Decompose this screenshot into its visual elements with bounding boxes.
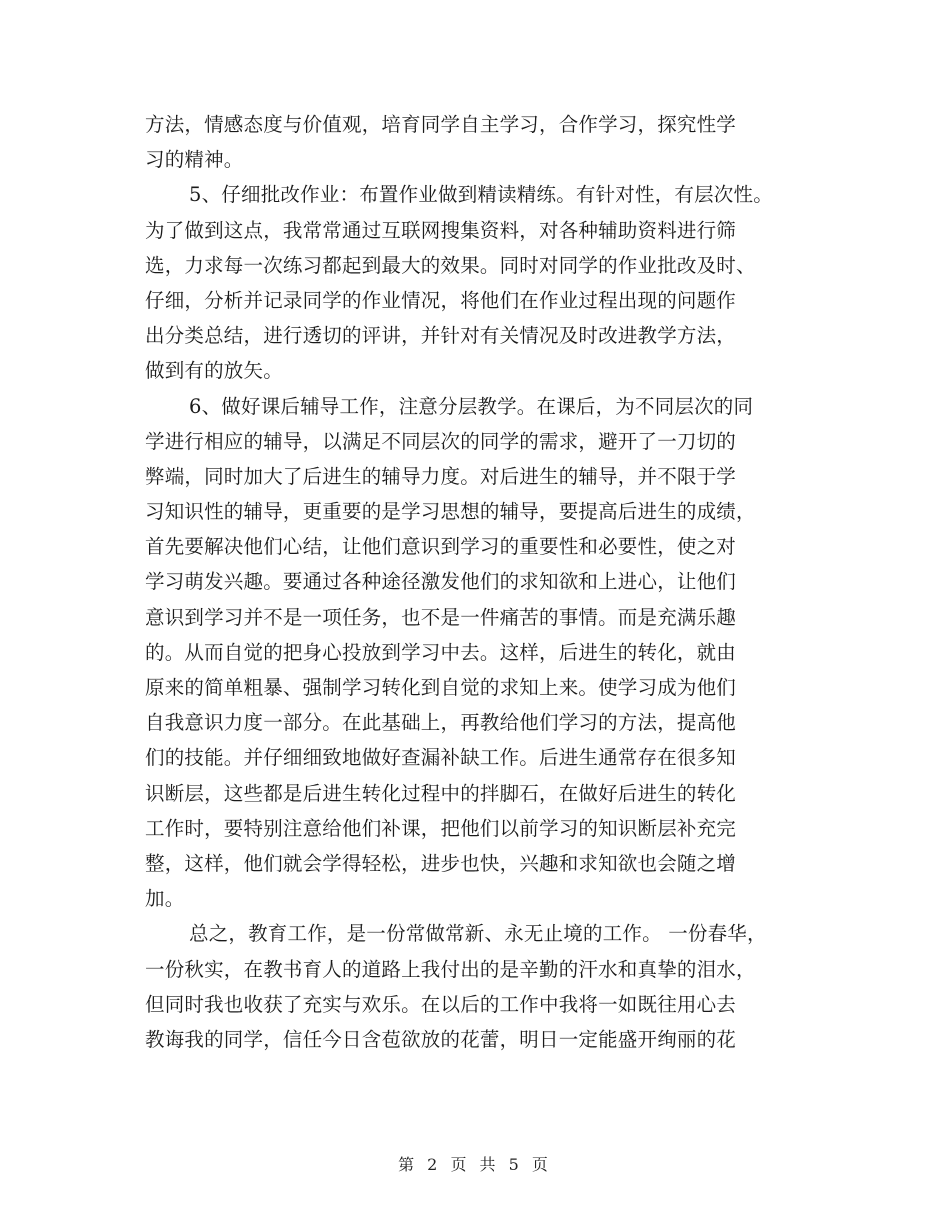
text-line: 弊端，同时加大了后进生的辅导力度。对后进生的辅导，并不限于学 [145,464,737,488]
text-line: 但同时我也收获了充实与欢乐。在以后的工作中我将一如既往用心去 [145,992,737,1016]
text-line: 习的精神。 [145,148,244,172]
text-line: 为了做到这点，我常常通过互联网搜集资料，对各种辅助资料进行筛 [145,218,737,242]
text-line: 总之，教育工作，是一份常做常新、永无止境的工作。 一份春华， [189,922,767,946]
text-line: 教诲我的同学，信任今日含苞欲放的花蕾，明日一定能盛开绚丽的花 [145,1027,737,1051]
text-line: 仔细，分析并记录同学的作业情况，将他们在作业过程出现的问题作 [145,288,737,312]
body-text [145,107,835,1057]
text-line: 出分类总结，进行透切的评讲，并针对有关情况及时改进教学方法， [145,324,737,348]
text-line: 方法，情感态度与价值观，培育同学自主学习，合作学习，探究性学 [145,113,737,136]
text-line: 5、仔细批改作业：布置作业做到精读精练。有针对性，有层次性。 [189,183,773,207]
text-line: 工作时，要特别注意给他们补课，把他们以前学习的知识断层补充完 [145,816,737,840]
text-line: 原来的简单粗暴、强制学习转化到自觉的求知上来。使学习成为他们 [145,676,737,699]
text-line: 做到有的放矢。 [145,359,283,383]
text-line: 6、做好课后辅导工作，注意分层教学。在课后，为不同层次的同 [189,394,754,418]
text-line: 的。从而自觉的把身心投放到学习中去。这样，后进生的转化，就由 [145,640,737,664]
text-line: 加。 [145,887,185,911]
text-line: 们的技能。并仔细细致地做好查漏补缺工作。后进生通常存在很多知 [145,746,737,770]
text-line: 自我意识力度一部分。在此基础上，再教给他们学习的方法，提高他 [145,711,737,735]
text-line: 习知识性的辅导，更重要的是学习思想的辅导，要提高后进生的成绩， [145,500,756,524]
text-line: 识断层，这些都是后进生转化过程中的拌脚石，在做好后进生的转化 [145,781,737,805]
text-line: 学习萌发兴趣。要通过各种途径激发他们的求知欲和上进心，让他们 [145,570,737,594]
text-line: 意识到学习并不是一项任务，也不是一件痛苦的事情。而是充满乐趣 [145,605,737,629]
text-line: 首先要解决他们心结，让他们意识到学习的重要性和必要性，使之对 [145,535,737,559]
text-line: 整，这样，他们就会学得轻松，进步也快，兴趣和求知欲也会随之增 [145,851,737,875]
text-line: 选，力求每一次练习都起到最大的效果。同时对同学的作业批改及时、 [145,253,756,277]
page-footer: 第 2 页 共 5 页 [398,1155,552,1174]
text-line: 学进行相应的辅导，以满足不同层次的同学的需求，避开了一刀切的 [145,429,737,453]
text-line: 一份秋实，在教书育人的道路上我付出的是辛勤的汗水和真挚的泪水， [145,957,756,981]
